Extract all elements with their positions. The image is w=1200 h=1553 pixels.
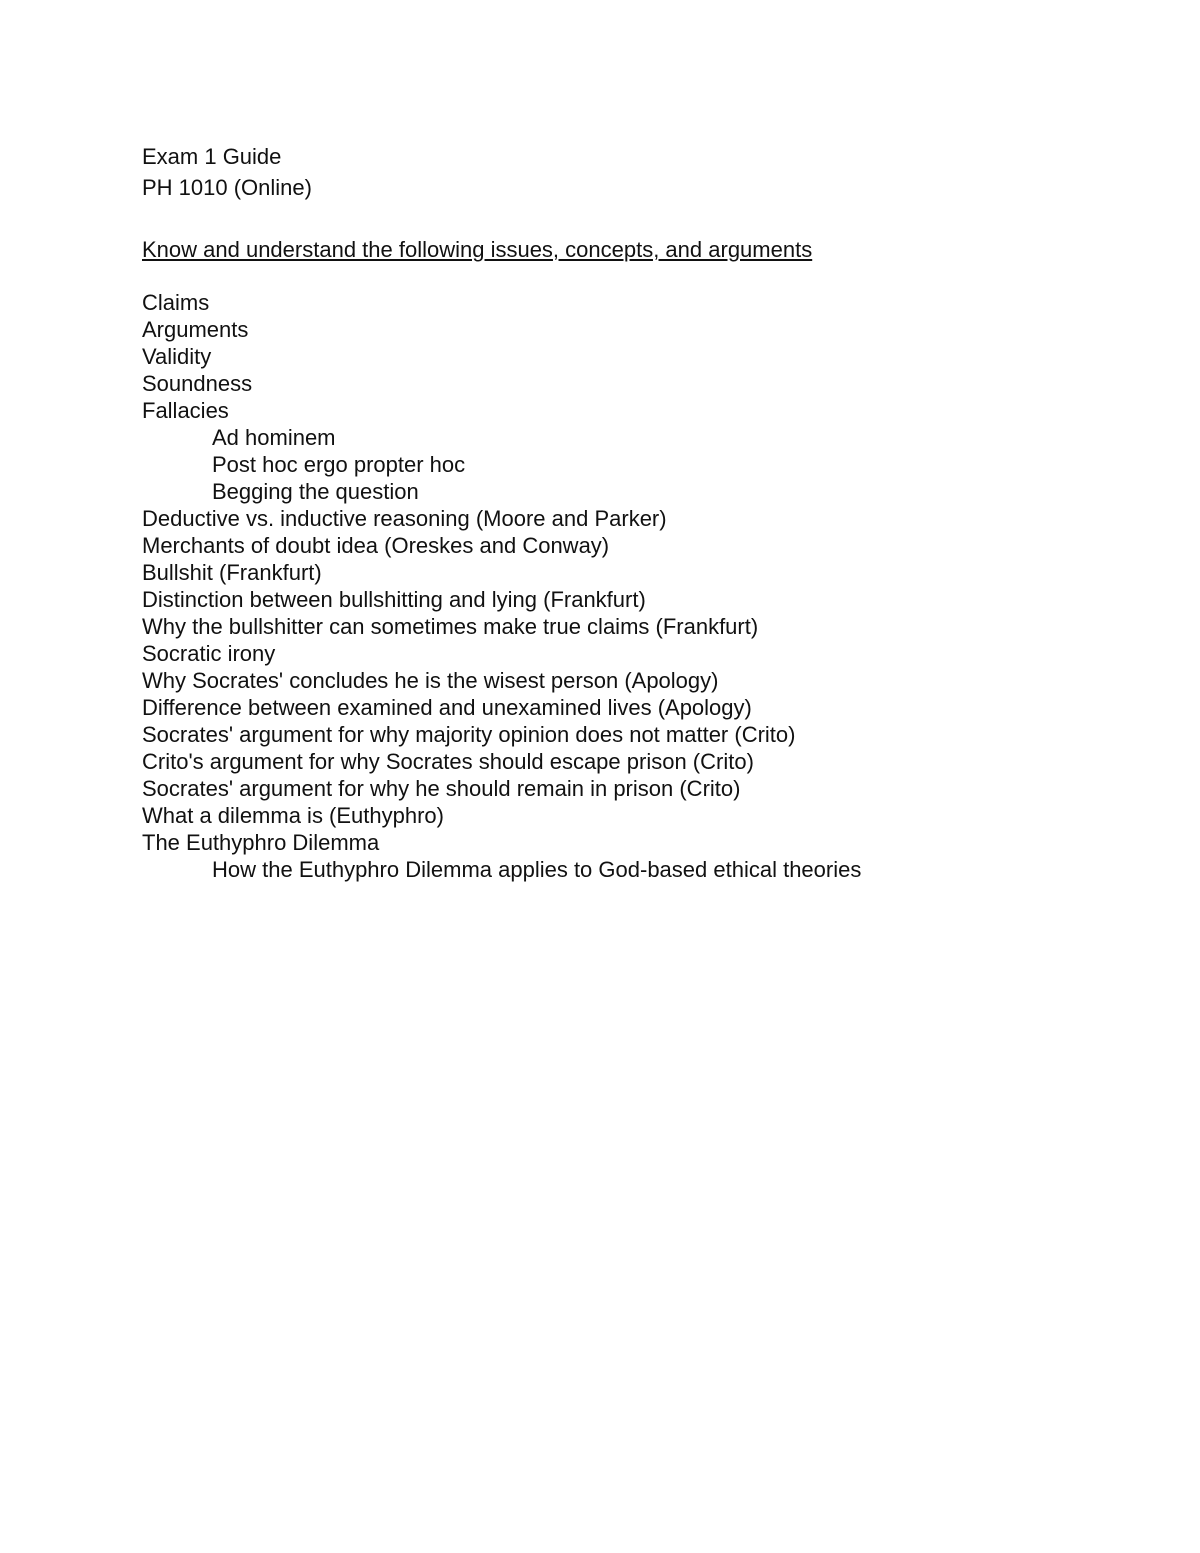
topic-item: Difference between examined and unexamined lives (Apology) — [142, 695, 752, 720]
topic-item: The Euthyphro Dilemma — [142, 830, 380, 855]
subtopic-item: Begging the question — [212, 479, 419, 504]
topic-item: Distinction between bullshitting and lying (Frankfurt) — [142, 587, 646, 612]
topic-item: Soundness — [142, 371, 253, 396]
topic-item: Fallacies — [142, 398, 229, 423]
subtopic-item: Post hoc ergo propter hoc — [212, 452, 466, 477]
topic-item: Validity — [142, 344, 212, 369]
document-title: Exam 1 Guide — [142, 144, 282, 169]
topic-item: Bullshit (Frankfurt) — [142, 560, 322, 585]
topic-item: Why Socrates' concludes he is the wisest person (Apology) — [142, 668, 719, 693]
topic-item: Why the bullshitter can sometimes make true claims (Frankfurt) — [142, 614, 759, 639]
topic-item: Socrates' argument for why majority opinion does not matter (Crito) — [142, 722, 796, 747]
topic-item: Socratic irony — [142, 641, 276, 666]
section-heading: Know and understand the following issues, concepts, and arguments — [142, 237, 813, 262]
spacer — [142, 263, 1142, 289]
course-label: PH 1010 (Online) — [142, 175, 312, 200]
topic-list — [142, 289, 1142, 883]
document-content — [142, 141, 1142, 883]
topic-item: Deductive vs. inductive reasoning (Moore and Parker) — [142, 506, 667, 531]
topic-item: What a dilemma is (Euthyphro) — [142, 803, 444, 828]
subtopic-item: Ad hominem — [212, 425, 336, 450]
topic-item: Arguments — [142, 317, 249, 342]
topic-item: Crito's argument for why Socrates should escape prison (Crito) — [142, 749, 754, 774]
topic-item: Claims — [142, 290, 210, 315]
topic-item: Socrates' argument for why he should remain in prison (Crito) — [142, 776, 741, 801]
subtopic-item: How the Euthyphro Dilemma applies to God-based ethical theories — [212, 857, 862, 882]
spacer — [142, 203, 1142, 236]
topic-item: Merchants of doubt idea (Oreskes and Conway) — [142, 533, 610, 558]
